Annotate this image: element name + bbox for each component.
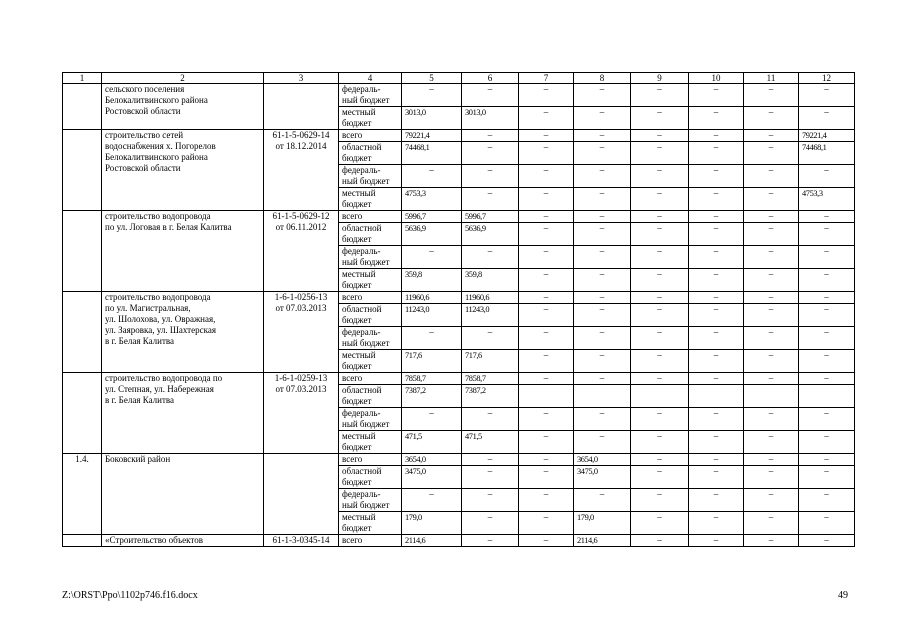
value-cell: – (689, 84, 744, 107)
value-cell: 3475,0 (402, 466, 462, 489)
value-cell: – (631, 223, 689, 246)
value-cell: – (519, 535, 574, 547)
item-reference: 1-6-1-0259-13 от 07.03.2013 (264, 373, 339, 454)
value-cell: 11243,0 (402, 304, 462, 327)
value-cell: 7858,7 (402, 373, 462, 385)
page-number: 49 (838, 590, 848, 601)
value-cell: – (519, 188, 574, 211)
value-cell: – (574, 489, 631, 512)
value-cell: – (574, 373, 631, 385)
budget-source: федераль- ный бюджет (339, 408, 402, 431)
value-cell: – (574, 223, 631, 246)
header-row (63, 73, 855, 84)
value-cell: – (744, 489, 799, 512)
value-cell: 7387,2 (462, 385, 519, 408)
value-cell: – (574, 350, 631, 373)
value-cell: – (689, 408, 744, 431)
value-cell: – (744, 431, 799, 454)
value-cell: – (631, 269, 689, 292)
budget-source: всего (339, 130, 402, 142)
value-cell: – (689, 327, 744, 350)
value-cell: – (519, 466, 574, 489)
item-reference: 61-1-5-0629-14 от 18.12.2014 (264, 130, 339, 211)
value-cell: – (744, 246, 799, 269)
value-cell: – (799, 165, 855, 188)
value-cell: – (631, 431, 689, 454)
item-number: 1.4. (63, 454, 102, 535)
item-number (63, 292, 102, 373)
value-cell: – (689, 350, 744, 373)
value-cell: – (574, 304, 631, 327)
value-cell: – (799, 431, 855, 454)
value-cell: – (574, 84, 631, 107)
value-cell: – (574, 165, 631, 188)
value-cell: – (519, 165, 574, 188)
value-cell: – (631, 188, 689, 211)
item-reference: 1-6-1-0256-13 от 07.03.2013 (264, 292, 339, 373)
budget-source: федераль- ный бюджет (339, 84, 402, 107)
value-cell: 717,6 (462, 350, 519, 373)
value-cell: – (689, 269, 744, 292)
column-header: 6 (462, 73, 519, 84)
budget-source: местный бюджет (339, 431, 402, 454)
budget-source: местный бюджет (339, 269, 402, 292)
value-cell: – (689, 454, 744, 466)
value-cell: 3654,0 (402, 454, 462, 466)
budget-source: всего (339, 373, 402, 385)
value-cell: – (799, 211, 855, 223)
budget-table (62, 72, 855, 547)
column-header: 11 (744, 73, 799, 84)
value-cell: 11960,6 (402, 292, 462, 304)
value-cell: – (402, 246, 462, 269)
value-cell: 11960,6 (462, 292, 519, 304)
value-cell: – (574, 188, 631, 211)
value-cell: – (799, 466, 855, 489)
value-cell: – (574, 246, 631, 269)
budget-source: областной бюджет (339, 223, 402, 246)
budget-source: местный бюджет (339, 350, 402, 373)
value-cell: 179,0 (402, 512, 462, 535)
budget-source: местный бюджет (339, 107, 402, 130)
budget-source: всего (339, 292, 402, 304)
value-cell: – (799, 327, 855, 350)
value-cell: 74468,1 (402, 142, 462, 165)
value-cell: 5996,7 (402, 211, 462, 223)
value-cell (631, 385, 689, 408)
value-cell: – (689, 107, 744, 130)
value-cell: – (799, 454, 855, 466)
value-cell: – (462, 512, 519, 535)
value-cell: – (631, 373, 689, 385)
budget-source: областной бюджет (339, 142, 402, 165)
value-cell: 7858,7 (462, 373, 519, 385)
file-path: Z:\ORST\Ppo\1102p746.f16.docx (62, 590, 198, 601)
budget-source: областной бюджет (339, 304, 402, 327)
value-cell: – (519, 246, 574, 269)
value-cell: – (689, 466, 744, 489)
value-cell: – (744, 350, 799, 373)
value-cell: – (462, 142, 519, 165)
budget-source: федераль- ный бюджет (339, 327, 402, 350)
value-cell: 717,6 (402, 350, 462, 373)
value-cell: 471,5 (462, 431, 519, 454)
value-cell: 7387,2 (402, 385, 462, 408)
value-cell: – (689, 292, 744, 304)
budget-source: всего (339, 454, 402, 466)
item-number (63, 373, 102, 454)
value-cell (689, 385, 744, 408)
value-cell: – (689, 373, 744, 385)
value-cell: – (519, 489, 574, 512)
value-cell: – (631, 489, 689, 512)
item-description: сельского поселения Белокалитвинского района Ростовской области (102, 84, 264, 130)
value-cell: – (799, 408, 855, 431)
budget-source: местный бюджет (339, 188, 402, 211)
value-cell: – (744, 269, 799, 292)
value-cell: 359,8 (402, 269, 462, 292)
value-cell: – (744, 211, 799, 223)
value-cell: – (462, 408, 519, 431)
table-row (63, 292, 855, 304)
value-cell: – (799, 223, 855, 246)
value-cell: – (799, 107, 855, 130)
value-cell: – (689, 142, 744, 165)
value-cell: 11243,0 (462, 304, 519, 327)
budget-source: всего (339, 535, 402, 547)
value-cell: – (574, 431, 631, 454)
value-cell: – (462, 489, 519, 512)
value-cell: 3475,0 (574, 466, 631, 489)
value-cell: – (462, 454, 519, 466)
value-cell: – (574, 292, 631, 304)
value-cell: – (799, 350, 855, 373)
budget-source: федераль- ный бюджет (339, 246, 402, 269)
value-cell: – (744, 373, 799, 385)
value-cell: – (574, 327, 631, 350)
value-cell: – (744, 84, 799, 107)
budget-source: федераль- ный бюджет (339, 165, 402, 188)
column-header: 4 (339, 73, 402, 84)
value-cell: – (574, 107, 631, 130)
value-cell: – (744, 165, 799, 188)
value-cell: – (574, 130, 631, 142)
value-cell: – (744, 408, 799, 431)
table-row (63, 373, 855, 385)
value-cell: – (631, 350, 689, 373)
value-cell: – (519, 223, 574, 246)
item-description: строительство водопровода по ул. Магистральная, ул. Шолохова, ул. Овражная, ул. Заяровка, ул. Шахтерская в г. Белая Калитва (102, 292, 264, 373)
value-cell: – (689, 246, 744, 269)
value-cell: – (519, 107, 574, 130)
value-cell: 4753,3 (402, 188, 462, 211)
value-cell: 179,0 (574, 512, 631, 535)
budget-source: федераль- ный бюджет (339, 489, 402, 512)
value-cell: – (799, 304, 855, 327)
value-cell: – (462, 535, 519, 547)
value-cell: 2114,6 (402, 535, 462, 547)
value-cell: – (799, 535, 855, 547)
value-cell: 79221,4 (799, 130, 855, 142)
value-cell: – (744, 130, 799, 142)
value-cell: – (799, 292, 855, 304)
value-cell (799, 385, 855, 408)
value-cell: – (402, 327, 462, 350)
column-header: 7 (519, 73, 574, 84)
value-cell: – (519, 269, 574, 292)
item-number (63, 211, 102, 292)
table-row (63, 130, 855, 142)
value-cell: – (631, 327, 689, 350)
value-cell: – (631, 535, 689, 547)
value-cell: – (689, 165, 744, 188)
value-cell: – (689, 223, 744, 246)
value-cell: – (402, 489, 462, 512)
item-number (63, 535, 102, 547)
value-cell: – (631, 165, 689, 188)
value-cell: 3013,0 (402, 107, 462, 130)
value-cell: – (799, 246, 855, 269)
value-cell: 3654,0 (574, 454, 631, 466)
item-reference: 61-1-3-0345-14 (264, 535, 339, 547)
value-cell: – (462, 246, 519, 269)
value-cell: – (744, 327, 799, 350)
value-cell: – (462, 84, 519, 107)
value-cell: – (519, 142, 574, 165)
table-body (63, 73, 855, 547)
value-cell: – (689, 130, 744, 142)
value-cell: 359,8 (462, 269, 519, 292)
value-cell: – (519, 454, 574, 466)
value-cell: 5996,7 (462, 211, 519, 223)
value-cell: – (519, 408, 574, 431)
value-cell: – (631, 408, 689, 431)
column-header: 3 (264, 73, 339, 84)
value-cell: – (744, 466, 799, 489)
value-cell: – (519, 512, 574, 535)
item-description: строительство водопровода по ул. Логовая в г. Белая Калитва (102, 211, 264, 292)
value-cell: – (462, 130, 519, 142)
item-description: строительство сетей водоснабжения х. Погорелов Белокалитвинского района Ростовской области (102, 130, 264, 211)
value-cell: – (689, 304, 744, 327)
value-cell: – (631, 246, 689, 269)
value-cell: – (799, 269, 855, 292)
value-cell: – (744, 304, 799, 327)
value-cell: – (462, 188, 519, 211)
value-cell: – (744, 512, 799, 535)
budget-source: всего (339, 211, 402, 223)
value-cell: 5636,9 (462, 223, 519, 246)
value-cell: 3013,0 (462, 107, 519, 130)
value-cell: – (519, 130, 574, 142)
value-cell: – (519, 304, 574, 327)
value-cell: – (744, 107, 799, 130)
value-cell: – (574, 211, 631, 223)
value-cell: – (519, 292, 574, 304)
column-header: 5 (402, 73, 462, 84)
value-cell: – (689, 431, 744, 454)
value-cell: – (462, 466, 519, 489)
column-header: 1 (63, 73, 102, 84)
value-cell (519, 385, 574, 408)
value-cell: – (689, 489, 744, 512)
value-cell: – (402, 165, 462, 188)
budget-source: местный бюджет (339, 512, 402, 535)
value-cell: – (689, 211, 744, 223)
item-description: Боковский район (102, 454, 264, 535)
value-cell: – (631, 84, 689, 107)
value-cell: – (799, 489, 855, 512)
item-number (63, 84, 102, 130)
budget-source: областной бюджет (339, 466, 402, 489)
value-cell: 2114,6 (574, 535, 631, 547)
value-cell: – (799, 84, 855, 107)
value-cell: – (631, 304, 689, 327)
value-cell: – (744, 188, 799, 211)
item-reference (264, 84, 339, 130)
value-cell: – (462, 165, 519, 188)
value-cell: – (799, 512, 855, 535)
value-cell: – (631, 512, 689, 535)
table-row (63, 535, 855, 547)
value-cell: – (519, 84, 574, 107)
value-cell: – (402, 84, 462, 107)
budget-source: областной бюджет (339, 385, 402, 408)
value-cell: – (744, 142, 799, 165)
value-cell: – (631, 292, 689, 304)
table-row (63, 211, 855, 223)
value-cell (574, 385, 631, 408)
item-number (63, 130, 102, 211)
value-cell: – (744, 292, 799, 304)
value-cell: – (519, 327, 574, 350)
value-cell: – (519, 211, 574, 223)
value-cell: – (519, 350, 574, 373)
column-header: 2 (102, 73, 264, 84)
table-row (63, 84, 855, 107)
column-header: 12 (799, 73, 855, 84)
value-cell: – (631, 142, 689, 165)
item-description: «Строительство объектов (102, 535, 264, 547)
value-cell: – (631, 130, 689, 142)
item-reference: 61-1-5-0629-12 от 06.11.2012 (264, 211, 339, 292)
value-cell: – (744, 535, 799, 547)
column-header: 10 (689, 73, 744, 84)
column-header: 9 (631, 73, 689, 84)
value-cell: – (519, 373, 574, 385)
value-cell: 5636,9 (402, 223, 462, 246)
value-cell: – (574, 269, 631, 292)
value-cell: – (519, 431, 574, 454)
value-cell: – (631, 107, 689, 130)
value-cell: – (631, 211, 689, 223)
value-cell: 471,5 (402, 431, 462, 454)
value-cell: – (402, 408, 462, 431)
value-cell: – (631, 466, 689, 489)
item-description: строительство водопровода по ул. Степная, ул. Набережная в г. Белая Калитва (102, 373, 264, 454)
value-cell: 74468,1 (799, 142, 855, 165)
value-cell: 4753,3 (799, 188, 855, 211)
column-header: 8 (574, 73, 631, 84)
value-cell: – (689, 188, 744, 211)
table-row (63, 454, 855, 466)
item-reference (264, 454, 339, 535)
value-cell: – (631, 454, 689, 466)
value-cell: – (744, 454, 799, 466)
value-cell: – (689, 535, 744, 547)
value-cell: – (462, 327, 519, 350)
value-cell: 79221,4 (402, 130, 462, 142)
value-cell: – (574, 408, 631, 431)
value-cell: – (574, 142, 631, 165)
value-cell: – (799, 373, 855, 385)
value-cell: – (744, 223, 799, 246)
value-cell (744, 385, 799, 408)
value-cell: – (689, 512, 744, 535)
